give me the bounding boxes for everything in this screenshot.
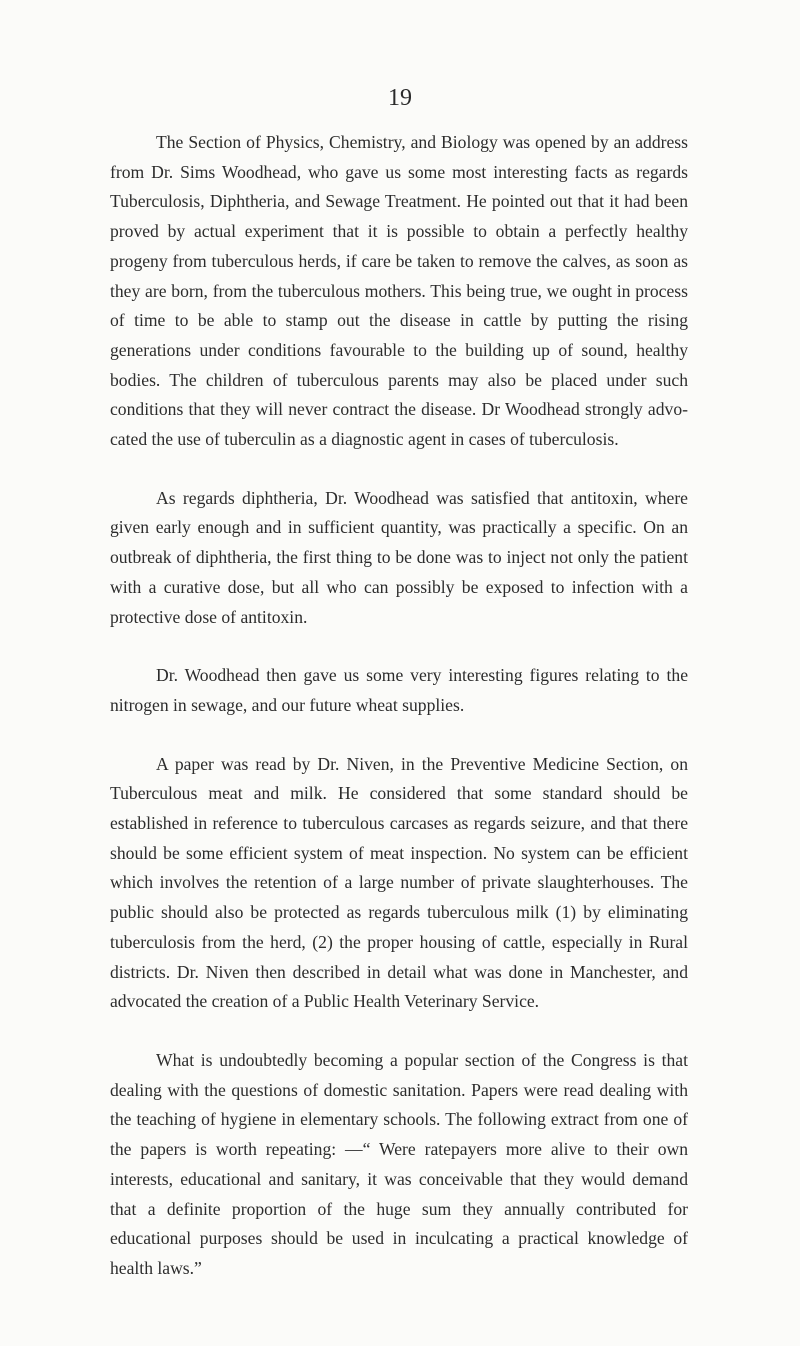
page-number: 19 [388,85,412,111]
body-text [110,128,688,1313]
paragraph-nitrogen-figures: Dr. Woodhead then gave us some very interesting figures relating to the nitrogen in sewage, and our future wheat supplies. [110,665,688,715]
paragraph-section-opening: The Section of Physics, Chemistry, and Biology was opened by an address from Dr. Sims Woodhead, who gave us some most interesting facts as regards Tuberculosis, Diphtheria, and Sewage Treatment. He pointed out that it had been proved by actual experiment that it is possible to obtain a perfectly healthy progeny from tuberculous herds, if care be taken to remove the calves, as soon as they are born, from the tuberculous mothers. This being true, we ought in process of time to be able to stamp out the disease in cattle by putting the rising generations under conditions favourable to the building up of sound, healthy bodies. The children of tuberculous parents may also be placed under such conditions that they will never contract the disease. Dr Woodhead strongly advocated the use of tuberculin as a diagnostic agent in cases of tuberculosis. [110,132,688,450]
paragraph-domestic-sanitation: What is undoubtedly becoming a popular section of the Congress is that dealing with the questions of domestic sanitation. Papers were read dealing with the teaching of hygiene in elementary schools. The following extract from one of the papers is worth repeating: —“ Were ratepayers more alive to their own interests, educational and sanitary, it was conceivable that they would demand that a definite proportion of the huge sum they annually contributed for educational purposes should be used in inculcating a practical knowledge of health laws.” [110,1049,688,1278]
paragraph-diphtheria: As regards diphtheria, Dr. Woodhead was satisfied that antitoxin, where given early enough and in sufficient quantity, was practically a specific. On an outbreak of diphtheria, the first thing to be done was to inject not only the patient with a curative dose, but all who can possibly be exposed to infection with a protective dose of antitoxin. [110,487,688,627]
paragraph-niven-paper: A paper was read by Dr. Niven, in the Preventive Medicine Section, on Tuberculous meat and milk. He considered that some standard should be established in reference to tuberculous carcases as regards seizure, and that there should be some efficient system of meat inspection. No system can be efficient which involves the retention of a large number of private slaughterhouses. The public should also be protected as regards tuberculous milk (1) by eliminating tuberculosis from the herd, (2) the proper housing of cattle, especially in Rural districts. Dr. Niven then described in detail what was done in Manchester, and advocated the creation of a Public Health Veterinary Service. [110,753,688,1012]
